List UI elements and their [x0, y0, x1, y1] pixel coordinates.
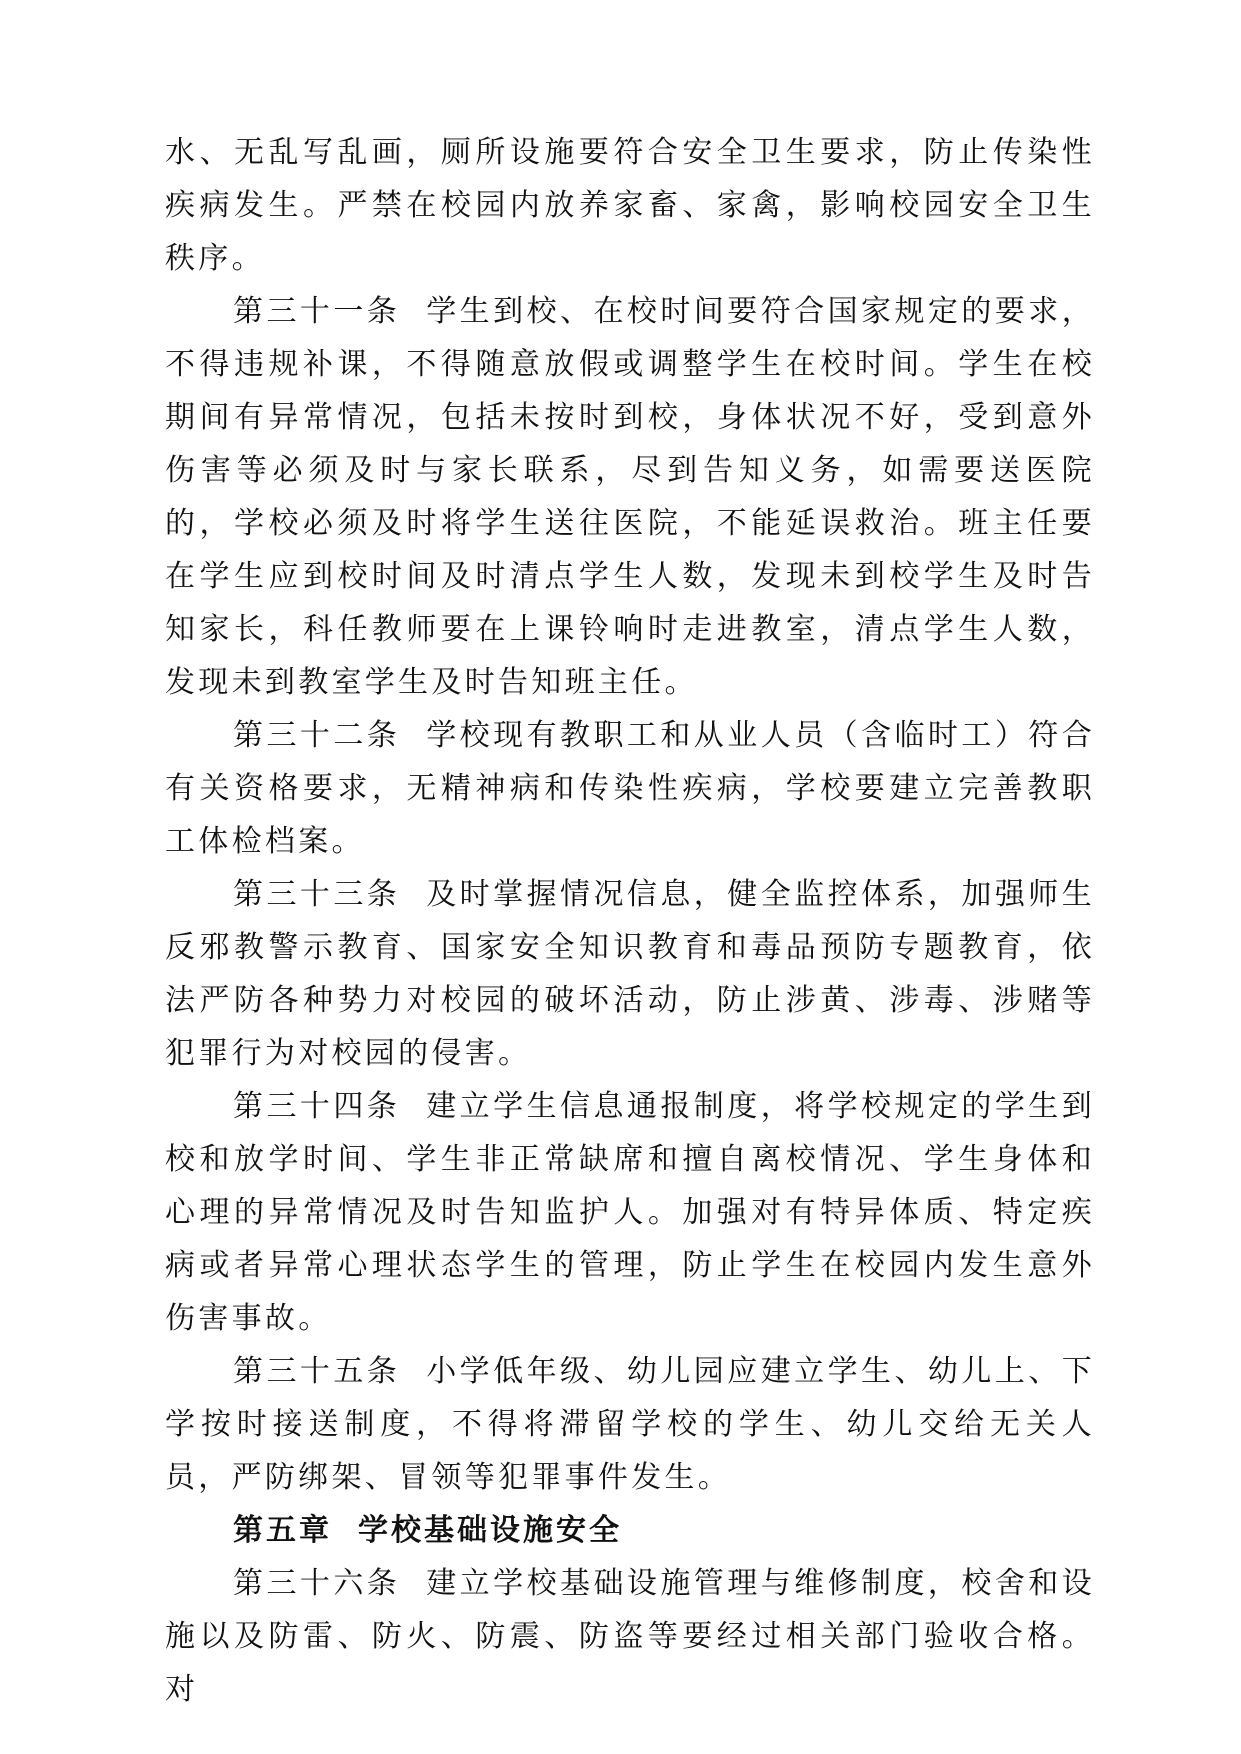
article-31 — [165, 285, 1095, 709]
chapter-heading — [165, 1504, 1095, 1557]
article-number: 第三十一条 — [233, 294, 401, 329]
article-text: 学校现有教职工和从业人员（含临时工）符合有关资格要求，无精神病和传染性疾病，学校要建立完善教职工体检档案。 — [165, 718, 1096, 859]
lead-paragraph: 水、无乱写乱画，厕所设施要符合安全卫生要求，防止传染性疾病发生。严禁在校园内放养家畜、家禽，影响校园安全卫生秩序。 — [165, 135, 1095, 276]
chapter-title: 学校基础设施安全 — [358, 1513, 622, 1548]
article-number: 第三十三条 — [233, 877, 401, 912]
article-text: 建立学生信息通报制度，将学校规定的学生到校和放学时间、学生非正常缺席和擅自离校情况、学生身体和心理的异常情况及时告知监护人。加强对有特异体质、特定疾病或者异常心理状态学生的管理，防止学生在校园内发生意外伤害事故。 — [165, 1089, 1096, 1336]
article-32 — [165, 709, 1095, 868]
article-number: 第三十二条 — [233, 718, 401, 753]
article-text: 学生到校、在校时间要符合国家规定的要求，不得违规补课，不得随意放假或调整学生在校时间。学生在校期间有异常情况，包括未按时到校，身体状况不好，受到意外伤害等必须及时与家长联系，尽到告知义务，如需要送医院的，学校必须及时将学生送往医院，不能延误救治。班主任要在学生应到校时间及时清点学生人数，发现未到校学生及时告知家长，科任教师要在上课铃响时走进教室，清点学生人数，发现未到教室学生及时告知班主任。 — [165, 294, 1096, 700]
article-35 — [165, 1345, 1095, 1504]
document-page — [165, 126, 1095, 1716]
article-number: 第三十四条 — [233, 1089, 401, 1124]
article-33 — [165, 868, 1095, 1080]
article-text: 及时掌握情况信息，健全监控体系，加强师生反邪教警示教育、国家安全知识教育和毒品预防专题教育，依法严防各种势力对校园的破坏活动，防止涉黄、涉毒、涉赌等犯罪行为对校园的侵害。 — [165, 877, 1096, 1071]
article-number: 第三十六条 — [233, 1566, 401, 1601]
article-34 — [165, 1080, 1095, 1345]
article-text: 小学低年级、幼儿园应建立学生、幼儿上、下学按时接送制度，不得将滞留学校的学生、幼儿交给无关人员，严防绑架、冒领等犯罪事件发生。 — [165, 1354, 1096, 1495]
article-36 — [165, 1557, 1095, 1716]
article-number: 第三十五条 — [233, 1354, 401, 1389]
article-text: 建立学校基础设施管理与维修制度，校舍和设施以及防雷、防火、防震、防盗等要经过相关部门验收合格。对 — [165, 1566, 1096, 1707]
chapter-number: 第五章 — [233, 1513, 332, 1548]
